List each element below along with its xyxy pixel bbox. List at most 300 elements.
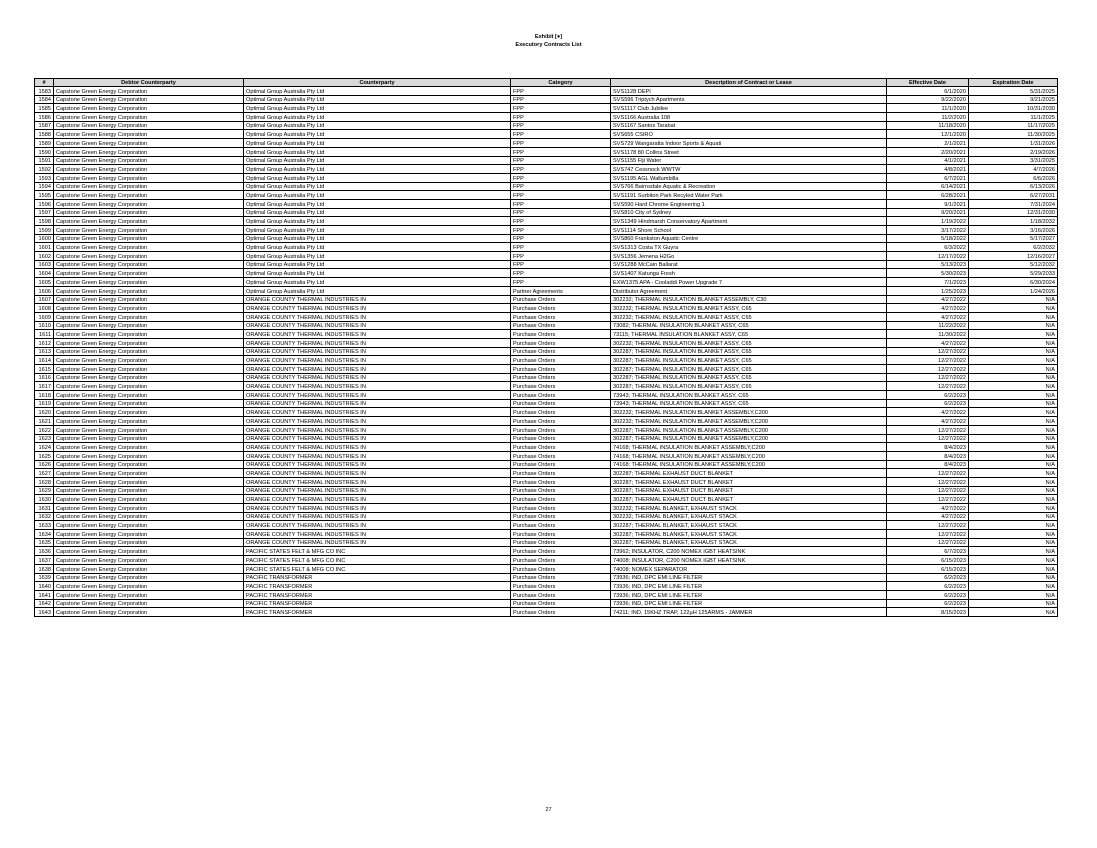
table-row <box>35 391 1058 400</box>
description-cell: 302287; THERMAL INSULATION BLANKET ASSY, C65 <box>611 356 887 365</box>
debtor-counterparty-cell: Capstone Green Energy Corporation <box>54 399 244 408</box>
row-number-cell: 1613 <box>35 347 54 356</box>
debtor-counterparty-cell: Capstone Green Energy Corporation <box>54 269 244 278</box>
description-cell: 73936; IND, DPC EMI LINE FILTER <box>611 582 887 591</box>
description-cell: SVS766 Bairnsdale Aquatic & Recreation <box>611 182 887 191</box>
category-cell: Purchase Orders <box>511 321 611 330</box>
expiration-date-cell: N/A <box>969 477 1058 486</box>
counterparty-cell: ORANGE COUNTY THERMAL INDUSTRIES IN <box>244 530 511 539</box>
table-row <box>35 278 1058 287</box>
expiration-date-cell: 1/18/2032 <box>969 217 1058 226</box>
counterparty-cell: ORANGE COUNTY THERMAL INDUSTRIES IN <box>244 373 511 382</box>
counterparty-cell: ORANGE COUNTY THERMAL INDUSTRIES IN <box>244 391 511 400</box>
description-cell: 74168; THERMAL INSULATION BLANKET ASSEMBLY,C200 <box>611 451 887 460</box>
counterparty-cell: ORANGE COUNTY THERMAL INDUSTRIES IN <box>244 399 511 408</box>
description-cell: SVS1167 Santos Tarabat <box>611 121 887 130</box>
description-cell: 74008; INSULATOR, C200 NOMEX IGBT HEATSINK <box>611 556 887 565</box>
expiration-date-cell: N/A <box>969 608 1058 617</box>
col-header-expiration-date: Expiration Date <box>969 79 1058 87</box>
effective-date-cell: 12/27/2022 <box>887 469 969 478</box>
description-cell: SVS729 Wangaratta Indoor Sports & Aquati <box>611 139 887 148</box>
expiration-date-cell: 1/24/2026 <box>969 286 1058 295</box>
category-cell: Purchase Orders <box>511 417 611 426</box>
list-title: Executory Contracts List <box>515 42 582 48</box>
table-row <box>35 599 1058 608</box>
row-number-cell: 1642 <box>35 599 54 608</box>
counterparty-cell: Optimal Group Australia Pty Ltd <box>244 147 511 156</box>
effective-date-cell: 12/27/2022 <box>887 356 969 365</box>
category-cell: FPP <box>511 130 611 139</box>
description-cell: 74008; NOMEX SEPARATOR <box>611 564 887 573</box>
row-number-cell: 1600 <box>35 234 54 243</box>
expiration-date-cell: N/A <box>969 451 1058 460</box>
row-number-cell: 1623 <box>35 434 54 443</box>
table-row <box>35 582 1058 591</box>
counterparty-cell: ORANGE COUNTY THERMAL INDUSTRIES IN <box>244 512 511 521</box>
table-row <box>35 113 1058 122</box>
debtor-counterparty-cell: Capstone Green Energy Corporation <box>54 582 244 591</box>
expiration-date-cell: 6/6/2026 <box>969 173 1058 182</box>
debtor-counterparty-cell: Capstone Green Energy Corporation <box>54 469 244 478</box>
table-row <box>35 330 1058 339</box>
debtor-counterparty-cell: Capstone Green Energy Corporation <box>54 95 244 104</box>
category-cell: Purchase Orders <box>511 382 611 391</box>
expiration-date-cell: N/A <box>969 556 1058 565</box>
table-row <box>35 556 1058 565</box>
row-number-cell: 1614 <box>35 356 54 365</box>
expiration-date-cell: N/A <box>969 417 1058 426</box>
counterparty-cell: Optimal Group Australia Pty Ltd <box>244 191 511 200</box>
counterparty-cell: ORANGE COUNTY THERMAL INDUSTRIES IN <box>244 312 511 321</box>
effective-date-cell: 6/15/2023 <box>887 556 969 565</box>
counterparty-cell: Optimal Group Australia Pty Ltd <box>244 95 511 104</box>
category-cell: Purchase Orders <box>511 486 611 495</box>
expiration-date-cell: 7/31/2024 <box>969 199 1058 208</box>
counterparty-cell: Optimal Group Australia Pty Ltd <box>244 104 511 113</box>
effective-date-cell: 4/27/2022 <box>887 312 969 321</box>
row-number-cell: 1639 <box>35 573 54 582</box>
debtor-counterparty-cell: Capstone Green Energy Corporation <box>54 130 244 139</box>
expiration-date-cell: N/A <box>969 321 1058 330</box>
debtor-counterparty-cell: Capstone Green Energy Corporation <box>54 173 244 182</box>
effective-date-cell: 11/1/2020 <box>887 104 969 113</box>
row-number-cell: 1587 <box>35 121 54 130</box>
category-cell: FPP <box>511 165 611 174</box>
expiration-date-cell: N/A <box>969 590 1058 599</box>
effective-date-cell: 5/18/2022 <box>887 234 969 243</box>
description-cell: 302232; THERMAL INSULATION BLANKET ASSEMBLY,C200 <box>611 408 887 417</box>
expiration-date-cell: 3/16/2026 <box>969 226 1058 235</box>
table-row <box>35 252 1058 261</box>
description-cell: 302232; THERMAL INSULATION BLANKET ASSY, C65 <box>611 304 887 313</box>
expiration-date-cell: N/A <box>969 443 1058 452</box>
debtor-counterparty-cell: Capstone Green Energy Corporation <box>54 486 244 495</box>
counterparty-cell: Optimal Group Australia Pty Ltd <box>244 217 511 226</box>
counterparty-cell: ORANGE COUNTY THERMAL INDUSTRIES IN <box>244 365 511 374</box>
counterparty-cell: ORANGE COUNTY THERMAL INDUSTRIES IN <box>244 469 511 478</box>
table-row <box>35 486 1058 495</box>
table-row <box>35 199 1058 208</box>
effective-date-cell: 12/1/2020 <box>887 130 969 139</box>
description-cell: 302232; THERMAL INSULATION BLANKET ASSY, C65 <box>611 338 887 347</box>
debtor-counterparty-cell: Capstone Green Energy Corporation <box>54 391 244 400</box>
effective-date-cell: 4/27/2022 <box>887 504 969 513</box>
description-cell: 302287; THERMAL BLANKET, EXHAUST STACK <box>611 538 887 547</box>
debtor-counterparty-cell: Capstone Green Energy Corporation <box>54 156 244 165</box>
description-cell: SVS1349 Hindmarsh Conservatory Apartment <box>611 217 887 226</box>
category-cell: Purchase Orders <box>511 512 611 521</box>
effective-date-cell: 12/27/2022 <box>887 382 969 391</box>
expiration-date-cell: N/A <box>969 295 1058 304</box>
debtor-counterparty-cell: Capstone Green Energy Corporation <box>54 217 244 226</box>
category-cell: Purchase Orders <box>511 330 611 339</box>
table-row <box>35 243 1058 252</box>
description-cell: 302287; THERMAL BLANKET, EXHAUST STACK <box>611 521 887 530</box>
row-number-cell: 1619 <box>35 399 54 408</box>
effective-date-cell: 2/1/2021 <box>887 139 969 148</box>
table-row <box>35 417 1058 426</box>
description-cell: SVS655 CSIRO <box>611 130 887 139</box>
counterparty-cell: ORANGE COUNTY THERMAL INDUSTRIES IN <box>244 443 511 452</box>
effective-date-cell: 4/27/2022 <box>887 338 969 347</box>
counterparty-cell: ORANGE COUNTY THERMAL INDUSTRIES IN <box>244 495 511 504</box>
description-cell: 302232; THERMAL BLANKET, EXHAUST STACK <box>611 504 887 513</box>
row-number-cell: 1643 <box>35 608 54 617</box>
debtor-counterparty-cell: Capstone Green Energy Corporation <box>54 243 244 252</box>
category-cell: FPP <box>511 113 611 122</box>
category-cell: FPP <box>511 269 611 278</box>
row-number-cell: 1637 <box>35 556 54 565</box>
debtor-counterparty-cell: Capstone Green Energy Corporation <box>54 113 244 122</box>
row-number-cell: 1584 <box>35 95 54 104</box>
expiration-date-cell: 2/19/2026 <box>969 147 1058 156</box>
table-row <box>35 495 1058 504</box>
expiration-date-cell: N/A <box>969 330 1058 339</box>
effective-date-cell: 12/27/2022 <box>887 425 969 434</box>
category-cell: FPP <box>511 87 611 96</box>
row-number-cell: 1608 <box>35 304 54 313</box>
row-number-cell: 1592 <box>35 165 54 174</box>
counterparty-cell: Optimal Group Australia Pty Ltd <box>244 199 511 208</box>
description-cell: 73936; IND, DPC EMI LINE FILTER <box>611 573 887 582</box>
counterparty-cell: ORANGE COUNTY THERMAL INDUSTRIES IN <box>244 425 511 434</box>
row-number-cell: 1627 <box>35 469 54 478</box>
expiration-date-cell: 11/30/2025 <box>969 130 1058 139</box>
category-cell: FPP <box>511 182 611 191</box>
effective-date-cell: 12/27/2022 <box>887 521 969 530</box>
category-cell: FPP <box>511 208 611 217</box>
counterparty-cell: ORANGE COUNTY THERMAL INDUSTRIES IN <box>244 356 511 365</box>
expiration-date-cell: N/A <box>969 469 1058 478</box>
counterparty-cell: ORANGE COUNTY THERMAL INDUSTRIES IN <box>244 347 511 356</box>
row-number-cell: 1620 <box>35 408 54 417</box>
row-number-cell: 1590 <box>35 147 54 156</box>
description-cell: 302232; THERMAL INSULATION BLANKET ASSY, C65 <box>611 312 887 321</box>
table-row <box>35 521 1058 530</box>
counterparty-cell: Optimal Group Australia Pty Ltd <box>244 269 511 278</box>
contracts-table <box>34 78 1058 617</box>
col-header-category: Category <box>511 79 611 87</box>
effective-date-cell: 8/15/2023 <box>887 608 969 617</box>
counterparty-cell: Optimal Group Australia Pty Ltd <box>244 208 511 217</box>
table-row <box>35 469 1058 478</box>
effective-date-cell: 3/17/2022 <box>887 226 969 235</box>
category-cell: Purchase Orders <box>511 391 611 400</box>
debtor-counterparty-cell: Capstone Green Energy Corporation <box>54 252 244 261</box>
debtor-counterparty-cell: Capstone Green Energy Corporation <box>54 260 244 269</box>
category-cell: FPP <box>511 199 611 208</box>
category-cell: Purchase Orders <box>511 556 611 565</box>
description-cell: 302287; THERMAL EXHAUST DUCT BLANKET <box>611 477 887 486</box>
debtor-counterparty-cell: Capstone Green Energy Corporation <box>54 234 244 243</box>
counterparty-cell: ORANGE COUNTY THERMAL INDUSTRIES IN <box>244 382 511 391</box>
category-cell: FPP <box>511 234 611 243</box>
category-cell: FPP <box>511 191 611 200</box>
description-cell: SVS590 Hard Chrome Engineering 1 <box>611 199 887 208</box>
category-cell: FPP <box>511 173 611 182</box>
row-number-cell: 1638 <box>35 564 54 573</box>
expiration-date-cell: N/A <box>969 460 1058 469</box>
table-row <box>35 477 1058 486</box>
description-cell: 302287; THERMAL BLANKET, EXHAUST STACK <box>611 530 887 539</box>
row-number-cell: 1605 <box>35 278 54 287</box>
description-cell: 73115; THERMAL INSULATION BLANKET ASSY, C65 <box>611 330 887 339</box>
debtor-counterparty-cell: Capstone Green Energy Corporation <box>54 147 244 156</box>
debtor-counterparty-cell: Capstone Green Energy Corporation <box>54 538 244 547</box>
counterparty-cell: Optimal Group Australia Pty Ltd <box>244 278 511 287</box>
expiration-date-cell: N/A <box>969 312 1058 321</box>
counterparty-cell: ORANGE COUNTY THERMAL INDUSTRIES IN <box>244 486 511 495</box>
debtor-counterparty-cell: Capstone Green Energy Corporation <box>54 443 244 452</box>
description-cell: SVS596 Triptych Apartments <box>611 95 887 104</box>
expiration-date-cell: 3/31/2025 <box>969 156 1058 165</box>
effective-date-cell: 12/27/2022 <box>887 530 969 539</box>
table-row <box>35 173 1058 182</box>
expiration-date-cell: N/A <box>969 512 1058 521</box>
effective-date-cell: 12/27/2022 <box>887 365 969 374</box>
debtor-counterparty-cell: Capstone Green Energy Corporation <box>54 365 244 374</box>
row-number-cell: 1589 <box>35 139 54 148</box>
effective-date-cell: 6/2/2023 <box>887 391 969 400</box>
row-number-cell: 1606 <box>35 286 54 295</box>
debtor-counterparty-cell: Capstone Green Energy Corporation <box>54 495 244 504</box>
effective-date-cell: 12/27/2022 <box>887 373 969 382</box>
description-cell: 302232; THERMAL BLANKET, EXHAUST STACK <box>611 512 887 521</box>
debtor-counterparty-cell: Capstone Green Energy Corporation <box>54 408 244 417</box>
counterparty-cell: ORANGE COUNTY THERMAL INDUSTRIES IN <box>244 460 511 469</box>
debtor-counterparty-cell: Capstone Green Energy Corporation <box>54 165 244 174</box>
category-cell: Purchase Orders <box>511 338 611 347</box>
table-row <box>35 365 1058 374</box>
table-row <box>35 121 1058 130</box>
debtor-counterparty-cell: Capstone Green Energy Corporation <box>54 530 244 539</box>
category-cell: FPP <box>511 147 611 156</box>
debtor-counterparty-cell: Capstone Green Energy Corporation <box>54 356 244 365</box>
effective-date-cell: 4/27/2022 <box>887 512 969 521</box>
effective-date-cell: 4/27/2022 <box>887 295 969 304</box>
col-header-number: # <box>35 79 54 87</box>
row-number-cell: 1634 <box>35 530 54 539</box>
effective-date-cell: 6/2/2023 <box>887 599 969 608</box>
row-number-cell: 1609 <box>35 312 54 321</box>
debtor-counterparty-cell: Capstone Green Energy Corporation <box>54 460 244 469</box>
counterparty-cell: Optimal Group Australia Pty Ltd <box>244 226 511 235</box>
row-number-cell: 1610 <box>35 321 54 330</box>
expiration-date-cell: N/A <box>969 486 1058 495</box>
counterparty-cell: PACIFIC TRANSFORMER <box>244 573 511 582</box>
expiration-date-cell: N/A <box>969 504 1058 513</box>
category-cell: Purchase Orders <box>511 530 611 539</box>
description-cell: 302287; THERMAL EXHAUST DUCT BLANKET <box>611 486 887 495</box>
expiration-date-cell: 5/29/2033 <box>969 269 1058 278</box>
category-cell: Purchase Orders <box>511 408 611 417</box>
expiration-date-cell: 6/13/2026 <box>969 182 1058 191</box>
effective-date-cell: 11/30/2022 <box>887 330 969 339</box>
table-row <box>35 147 1058 156</box>
description-cell: 302287; THERMAL INSULATION BLANKET ASSEMBLY,C200 <box>611 425 887 434</box>
table-row <box>35 408 1058 417</box>
description-cell: 302287; THERMAL INSULATION BLANKET ASSY, C65 <box>611 347 887 356</box>
effective-date-cell: 12/27/2022 <box>887 477 969 486</box>
debtor-counterparty-cell: Capstone Green Energy Corporation <box>54 564 244 573</box>
row-number-cell: 1636 <box>35 547 54 556</box>
table-row <box>35 139 1058 148</box>
expiration-date-cell: 5/31/2025 <box>969 87 1058 96</box>
expiration-date-cell: N/A <box>969 573 1058 582</box>
counterparty-cell: ORANGE COUNTY THERMAL INDUSTRIES IN <box>244 434 511 443</box>
row-number-cell: 1615 <box>35 365 54 374</box>
category-cell: FPP <box>511 95 611 104</box>
table-row <box>35 443 1058 452</box>
table-row <box>35 425 1058 434</box>
category-cell: FPP <box>511 252 611 261</box>
table-row <box>35 512 1058 521</box>
counterparty-cell: PACIFIC TRANSFORMER <box>244 582 511 591</box>
category-cell: FPP <box>511 260 611 269</box>
row-number-cell: 1594 <box>35 182 54 191</box>
table-row <box>35 538 1058 547</box>
table-row <box>35 382 1058 391</box>
effective-date-cell: 12/27/2022 <box>887 434 969 443</box>
counterparty-cell: Optimal Group Australia Pty Ltd <box>244 113 511 122</box>
description-cell: SVS1288 McCain Ballarat <box>611 260 887 269</box>
exhibit-label: Exhibit [●] <box>534 34 563 40</box>
description-cell: 302287; THERMAL INSULATION BLANKET ASSEMBLY,C200 <box>611 434 887 443</box>
expiration-date-cell: 6/27/2031 <box>969 191 1058 200</box>
row-number-cell: 1583 <box>35 87 54 96</box>
debtor-counterparty-cell: Capstone Green Energy Corporation <box>54 139 244 148</box>
table-header-row <box>35 79 1058 87</box>
effective-date-cell: 7/1/2023 <box>887 278 969 287</box>
counterparty-cell: Optimal Group Australia Pty Ltd <box>244 139 511 148</box>
description-cell: SVS1128 DEPI <box>611 87 887 96</box>
table-body <box>35 87 1058 617</box>
row-number-cell: 1598 <box>35 217 54 226</box>
category-cell: Purchase Orders <box>511 477 611 486</box>
expiration-date-cell: 5/17/2027 <box>969 234 1058 243</box>
category-cell: Purchase Orders <box>511 590 611 599</box>
category-cell: Purchase Orders <box>511 356 611 365</box>
counterparty-cell: PACIFIC STATES FELT & MFG CO INC <box>244 564 511 573</box>
table-row <box>35 304 1058 313</box>
category-cell: Purchase Orders <box>511 573 611 582</box>
debtor-counterparty-cell: Capstone Green Energy Corporation <box>54 477 244 486</box>
row-number-cell: 1618 <box>35 391 54 400</box>
category-cell: Purchase Orders <box>511 399 611 408</box>
category-cell: Purchase Orders <box>511 469 611 478</box>
expiration-date-cell: N/A <box>969 599 1058 608</box>
category-cell: Purchase Orders <box>511 304 611 313</box>
counterparty-cell: ORANGE COUNTY THERMAL INDUSTRIES IN <box>244 451 511 460</box>
effective-date-cell: 12/17/2022 <box>887 252 969 261</box>
expiration-date-cell: N/A <box>969 547 1058 556</box>
row-number-cell: 1635 <box>35 538 54 547</box>
expiration-date-cell: 6/2/2032 <box>969 243 1058 252</box>
table-row <box>35 399 1058 408</box>
expiration-date-cell: 11/1/2025 <box>969 113 1058 122</box>
debtor-counterparty-cell: Capstone Green Energy Corporation <box>54 347 244 356</box>
debtor-counterparty-cell: Capstone Green Energy Corporation <box>54 573 244 582</box>
effective-date-cell: 9/1/2021 <box>887 199 969 208</box>
table-row <box>35 451 1058 460</box>
effective-date-cell: 6/2/2023 <box>887 399 969 408</box>
debtor-counterparty-cell: Capstone Green Energy Corporation <box>54 608 244 617</box>
debtor-counterparty-cell: Capstone Green Energy Corporation <box>54 286 244 295</box>
page-number: 27 <box>545 807 552 813</box>
row-number-cell: 1630 <box>35 495 54 504</box>
expiration-date-cell: N/A <box>969 399 1058 408</box>
effective-date-cell: 11/18/2020 <box>887 121 969 130</box>
category-cell: Purchase Orders <box>511 312 611 321</box>
debtor-counterparty-cell: Capstone Green Energy Corporation <box>54 373 244 382</box>
counterparty-cell: PACIFIC STATES FELT & MFG CO INC <box>244 556 511 565</box>
description-cell: 302287; THERMAL INSULATION BLANKET ASSY, C65 <box>611 365 887 374</box>
category-cell: Purchase Orders <box>511 547 611 556</box>
category-cell: Purchase Orders <box>511 434 611 443</box>
debtor-counterparty-cell: Capstone Green Energy Corporation <box>54 599 244 608</box>
description-cell: 73943; THERMAL INSULATION BLANKET ASSY, C65 <box>611 391 887 400</box>
effective-date-cell: 6/28/2021 <box>887 191 969 200</box>
expiration-date-cell: N/A <box>969 495 1058 504</box>
counterparty-cell: Optimal Group Australia Pty Ltd <box>244 156 511 165</box>
row-number-cell: 1641 <box>35 590 54 599</box>
expiration-date-cell: 12/31/2030 <box>969 208 1058 217</box>
debtor-counterparty-cell: Capstone Green Energy Corporation <box>54 304 244 313</box>
row-number-cell: 1621 <box>35 417 54 426</box>
row-number-cell: 1622 <box>35 425 54 434</box>
description-cell: SVS1313 Costa TX Guyra <box>611 243 887 252</box>
effective-date-cell: 4/27/2022 <box>887 304 969 313</box>
expiration-date-cell: 12/16/2027 <box>969 252 1058 261</box>
effective-date-cell: 8/4/2023 <box>887 443 969 452</box>
effective-date-cell: 2/20/2021 <box>887 147 969 156</box>
document-title <box>0 33 1097 49</box>
table-row <box>35 460 1058 469</box>
counterparty-cell: Optimal Group Australia Pty Ltd <box>244 234 511 243</box>
expiration-date-cell: N/A <box>969 382 1058 391</box>
category-cell: Purchase Orders <box>511 538 611 547</box>
table-row <box>35 373 1058 382</box>
description-cell: SVS1117 Club Jubilee <box>611 104 887 113</box>
expiration-date-cell: N/A <box>969 538 1058 547</box>
description-cell: SVS1407 Katunga Fresh <box>611 269 887 278</box>
expiration-date-cell: N/A <box>969 391 1058 400</box>
description-cell: 73936; IND, DPC EMI LINE FILTER <box>611 590 887 599</box>
description-cell: 74168; THERMAL INSULATION BLANKET ASSEMBLY,C200 <box>611 460 887 469</box>
effective-date-cell: 6/1/2020 <box>887 87 969 96</box>
counterparty-cell: Optimal Group Australia Pty Ltd <box>244 260 511 269</box>
description-cell: SVS810 City of Sydney <box>611 208 887 217</box>
